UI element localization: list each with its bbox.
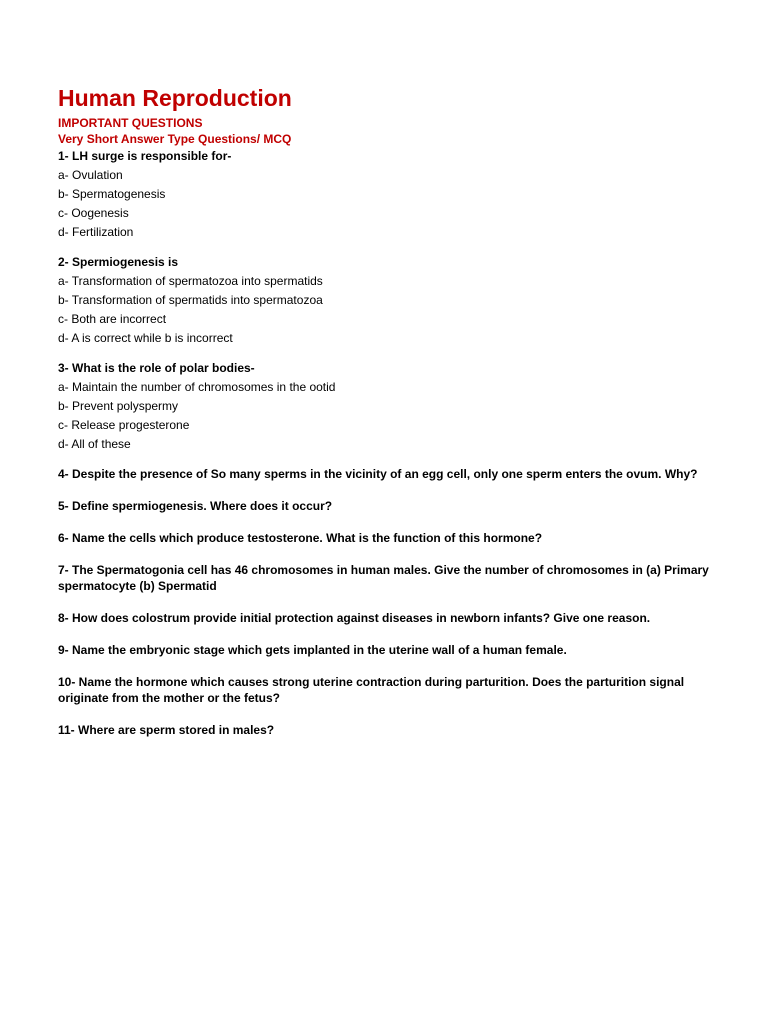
subheading-important: IMPORTANT QUESTIONS [58, 116, 203, 130]
question-block [58, 148, 718, 242]
short-question: 5- Define spermiogenesis. Where does it occur? [58, 499, 333, 513]
option-text: d- All of these [58, 437, 131, 451]
option-text: a- Ovulation [58, 168, 123, 182]
short-question: 10- Name the hormone which causes strong uterine contraction during parturition. Does the parturition signal originate from the mother or the fetus? [58, 675, 685, 705]
short-question: 9- Name the embryonic stage which gets implanted in the uterine wall of a human female. [58, 643, 567, 657]
document-page [58, 84, 718, 754]
question-text: 2- Spermiogenesis is [58, 255, 179, 269]
short-question: 11- Where are sperm stored in males? [58, 723, 275, 737]
option-text: d- Fertilization [58, 225, 134, 239]
short-question: 7- The Spermatogonia cell has 46 chromosomes in human males. Give the number of chromosomes in (a) Primary spermatocyte (b) Spermatid [58, 563, 709, 593]
question-block [58, 360, 718, 454]
question-text: 1- LH surge is responsible for- [58, 149, 232, 163]
option-text: a- Transformation of spermatozoa into spermatids [58, 274, 323, 288]
option-text: b- Spermatogenesis [58, 187, 166, 201]
subheading-type: Very Short Answer Type Questions/ MCQ [58, 132, 292, 146]
page-title: Human Reproduction [58, 85, 292, 111]
option-text: b- Prevent polyspermy [58, 399, 179, 413]
option-text: d- A is correct while b is incorrect [58, 331, 233, 345]
short-question: 8- How does colostrum provide initial protection against diseases in newborn infants? Give one reason. [58, 611, 651, 625]
question-block [58, 254, 718, 348]
short-question: 4- Despite the presence of So many sperms in the vicinity of an egg cell, only one sperm enters the ovum. Why? [58, 467, 698, 481]
option-text: a- Maintain the number of chromosomes in the ootid [58, 380, 336, 394]
short-question: 6- Name the cells which produce testosterone. What is the function of this hormone? [58, 531, 543, 545]
option-text: c- Release progesterone [58, 418, 190, 432]
option-text: c- Both are incorrect [58, 312, 167, 326]
option-text: b- Transformation of spermatids into spermatozoa [58, 293, 323, 307]
option-text: c- Oogenesis [58, 206, 129, 220]
question-text: 3- What is the role of polar bodies- [58, 361, 255, 375]
